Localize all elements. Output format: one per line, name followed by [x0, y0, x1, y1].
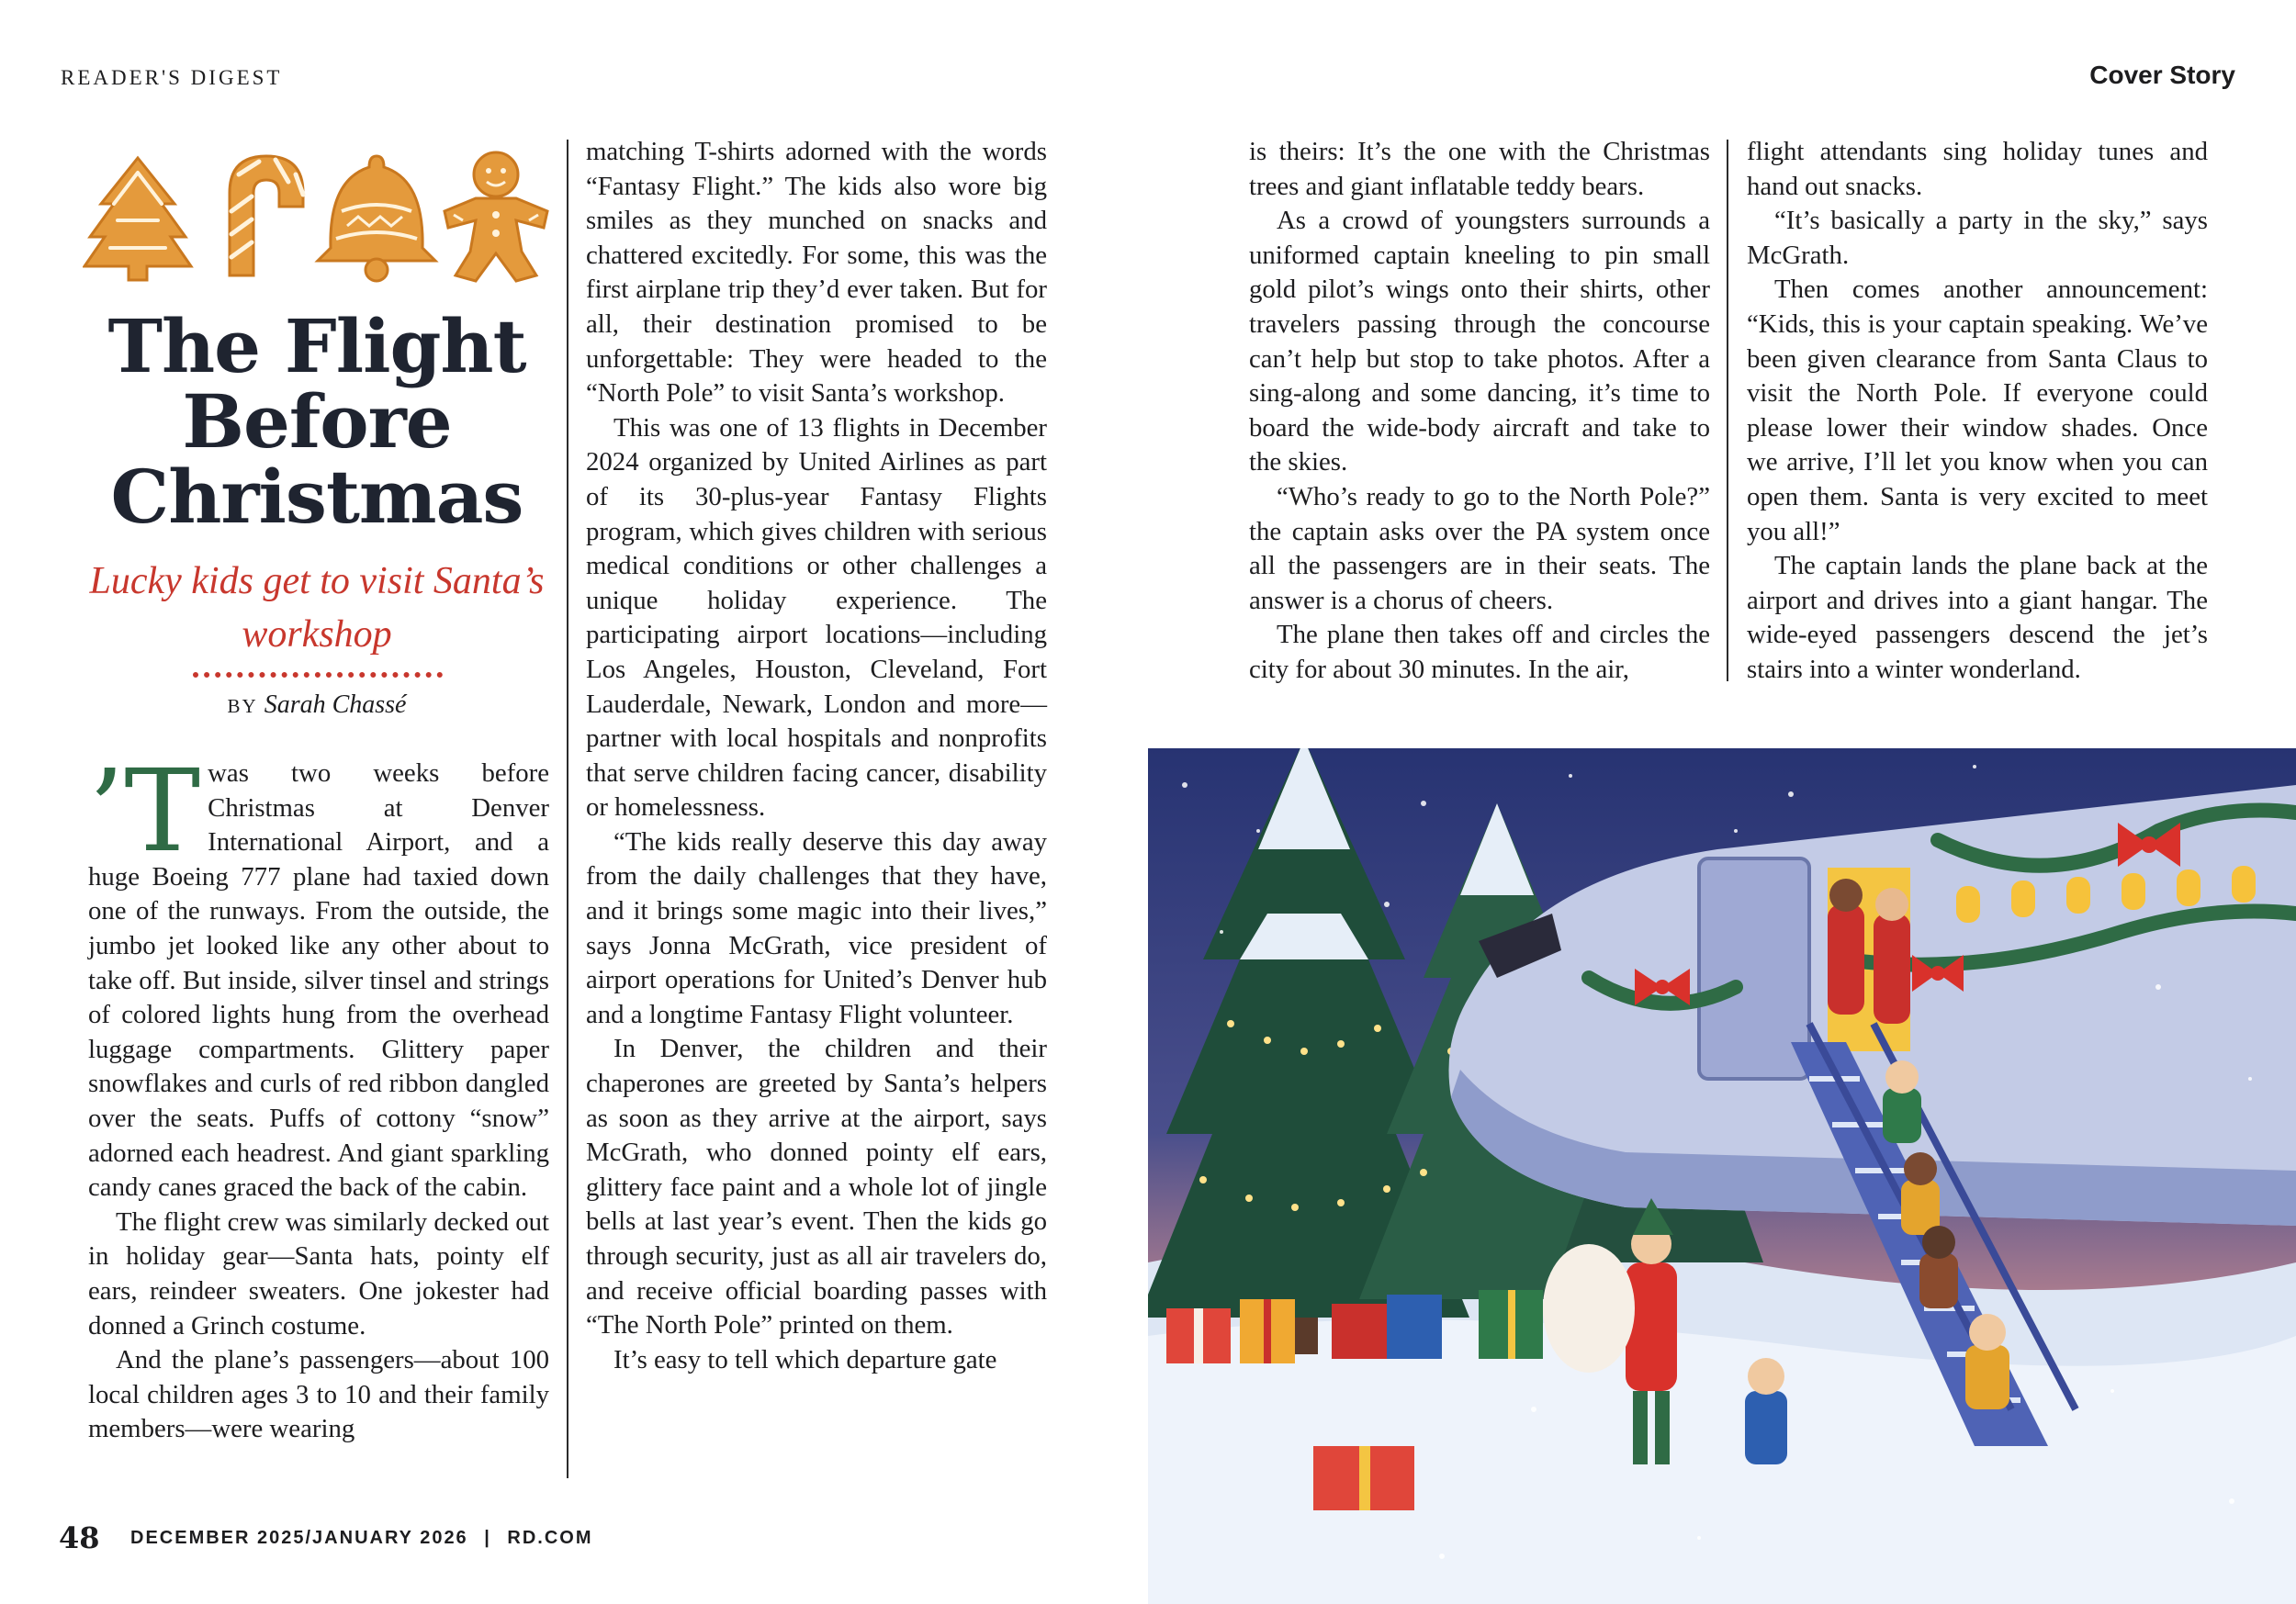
candy-cane-cookie-icon	[230, 156, 303, 275]
cookie-illustration	[83, 147, 560, 285]
website: RD.COM	[507, 1528, 593, 1548]
decorative-dotted-rule	[193, 672, 443, 678]
article-subtitle: Lucky kids get to visit Santa’s workshop	[89, 560, 545, 656]
article-column-1	[88, 746, 549, 1447]
paragraph: This was one of 13 flights in December 2024 organized by United Airlines as part of its 30-plus-year Fantasy Flights program, which gives children with serious medical conditions or other challenges a unique holiday experience. The participating airport locations—including Los Angeles, Houston, Cleveland, Fort Lauderdale, Newark, London and more—partner with local hospitals and nonprofits that serve children facing cancer, disability or homelessness.	[586, 412, 1047, 823]
byline-prefix: BY	[227, 695, 258, 717]
drop-cap: ’T	[88, 746, 201, 878]
paragraph: And the plane’s passengers—about 100 local children ages 3 to 10 and their family members—were wearing	[88, 1345, 549, 1444]
bell-cookie-icon	[318, 156, 435, 281]
paragraph: “It’s basically a party in the sky,” says McGrath.	[1747, 206, 2208, 270]
paragraph: As a crowd of youngsters surrounds a uniformed captain kneeling to pin small gold pilot’s wings onto their shirts, other travelers passing through the concourse can’t help but stop to take photos. After a sing-along and some dancing, it’s time to board the wide-body aircraft and take to the skies.	[1249, 206, 1710, 477]
article-column-4	[1747, 135, 2208, 688]
paragraph: The flight crew was similarly decked out in holiday gear—Santa hats, pointy elf ears, reindeer sweaters. One jokester had donned a Grinch costume.	[88, 1206, 549, 1340]
paragraph: “Who’s ready to go to the North Pole?” the captain asks over the PA system once all the passengers are in their seats. The answer is a chorus of cheers.	[1249, 481, 1710, 615]
paragraph: The captain lands the plane back at the airport and drives into a giant hangar. The wide-eyed passengers descend the jet’s stairs into a winter wonderland.	[1747, 551, 2208, 684]
winter-airplane-illustration	[1148, 748, 2296, 1604]
publication-name: READER'S DIGEST	[61, 66, 283, 89]
gift-sack	[1543, 1244, 1635, 1373]
article-title: The Flight Before Christmas	[107, 303, 526, 540]
paragraph: Then comes another announcement: “Kids, this is your captain speaking. We’ve been given clearance from Santa Claus to visit the North Pole. If everyone could please lower their window shades. Once we arrive, I’ll let you know when you can open them. Santa is very excited to meet you all!”	[1747, 275, 2208, 546]
page-number: 48	[59, 1520, 100, 1555]
folio-separator: |	[484, 1528, 491, 1548]
issue-date: DECEMBER 2025/JANUARY 2026	[130, 1528, 468, 1548]
column-rule	[1727, 140, 1728, 681]
tree-cookie-icon	[84, 158, 191, 280]
paragraph: is theirs: It’s the one with the Christmas trees and giant inflatable teddy bears.	[1249, 137, 1710, 201]
author-name: Sarah Chassé	[264, 690, 407, 719]
folio	[130, 1528, 593, 1549]
article-column-2	[586, 135, 1047, 1377]
section-label: Cover Story	[2089, 61, 2235, 89]
paragraph: flight attendants sing holiday tunes and hand out snacks.	[1747, 137, 2208, 201]
paragraph: In Denver, the children and their chaperones are greeted by Santa’s helpers as soon as they arrive at the airport, says McGrath, who donned pointy elf ears, glittery face paint and a whole lot of jingle bells at last year’s event. Then the kids go through security, just as all air travelers do, and receive official boarding passes with “The North Pole” printed on them.	[586, 1034, 1047, 1340]
paragraph: It’s easy to tell which departure gate	[613, 1344, 997, 1374]
gingerbread-man-cookie-icon	[445, 152, 547, 281]
column-rule	[567, 140, 568, 1478]
article-column-3	[1249, 135, 1710, 688]
paragraph: The plane then takes off and circles the city for about 30 minutes. In the air,	[1249, 620, 1710, 684]
paragraph: matching T-shirts adorned with the words “Fantasy Flight.” The kids also wore big smiles as they munched on snacks and chattered excitedly. For some, this was the first airplane trip they’d ever taken. But for all, their destination promised to be unforgettable: They were headed to the “North Pole” to visit Santa’s workshop.	[586, 137, 1047, 409]
paragraph: “The kids really deserve this day away from the daily challenges that they have, and it brings some magic into their lives,” says Jonna McGrath, vice president of airport operations for United’s Denver hub and a longtime Fantasy Flight volunteer.	[586, 826, 1047, 1029]
byline	[83, 690, 551, 720]
paragraph: was two weeks before Christmas at Denver International Airport, and a huge Boeing 777 plane had taxied down one of the runways. From the outside, the jumbo jet looked like any other about to take off. But inside, silver tinsel and strings of colored lights hung from the overhead luggage compartments. Glittery paper snowflakes and curls of red ribbon dangled over the seats. Puffs of cottony “snow” adorned each headrest. And giant sparkling candy canes graced the back of the cabin.	[88, 758, 549, 1203]
